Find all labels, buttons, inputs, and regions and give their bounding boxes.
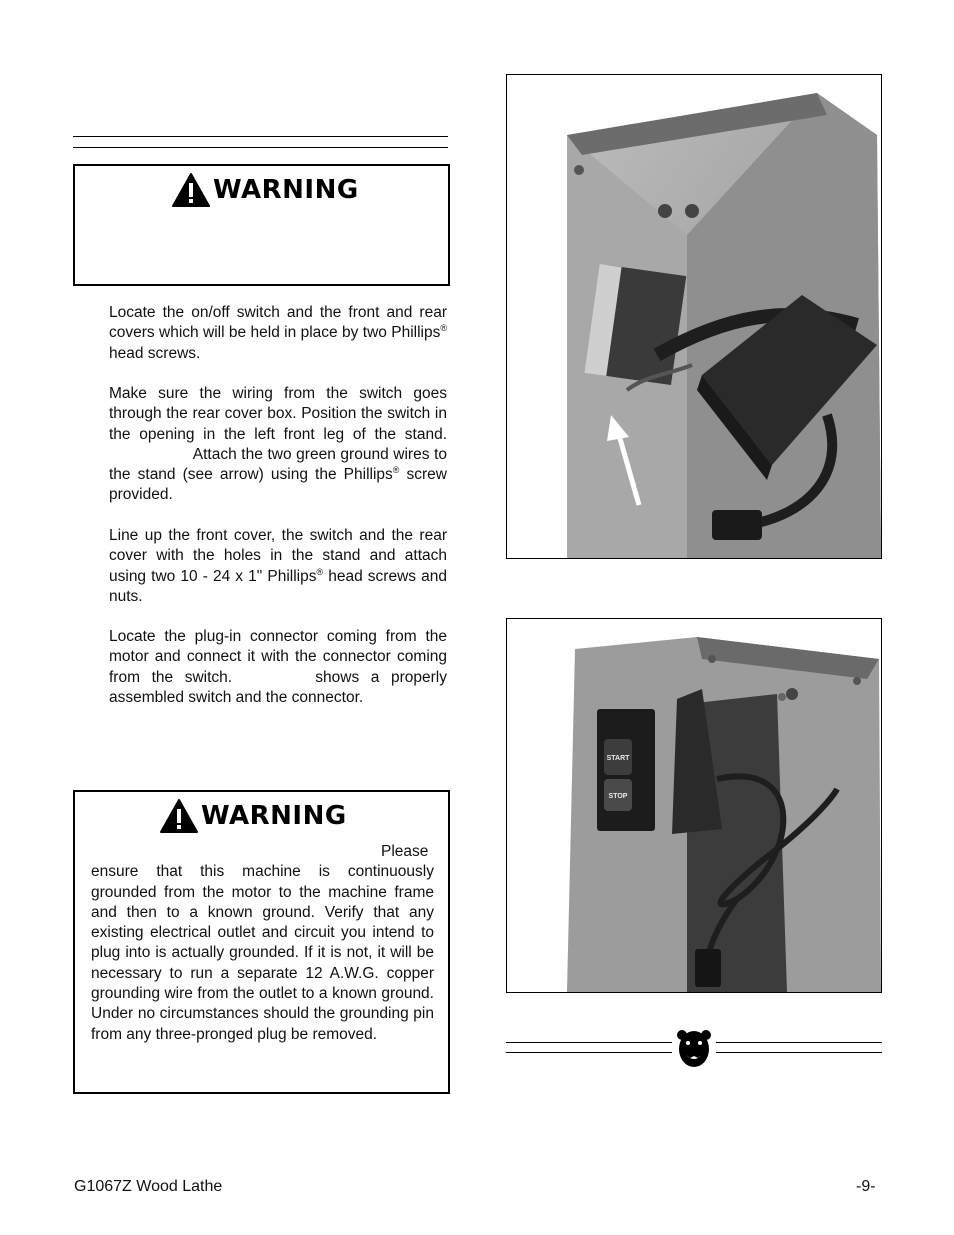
stop-button-label: STOP [608, 793, 628, 800]
figure-assembled-switch-photo [506, 618, 882, 993]
divider-rule-left-1 [506, 1042, 672, 1043]
warning-title-1: WARNING [213, 175, 359, 205]
warning-header-2 [159, 798, 347, 834]
warning-triangle-icon [171, 172, 211, 208]
instruction-step-1: Locate the on/off switch and the front and rear covers which will be held in place by two Phillips® head screws. [109, 304, 447, 362]
warning-box-2 [73, 790, 450, 1094]
warning-box-1 [73, 164, 450, 286]
figure-switch-wiring-photo [506, 74, 882, 559]
divider-rule-right-1 [716, 1042, 882, 1043]
footer-page-number: -9- [856, 1178, 876, 1195]
warning-title-2: WARNING [201, 801, 347, 831]
warning-header-1 [171, 172, 359, 208]
instruction-step-3: Line up the front cover, the switch and the rear cover with the holes in the stand and attach using two 10 - 24 x 1" Phillips® head screws and nuts. [109, 527, 447, 605]
bear-logo-icon [676, 1027, 712, 1069]
top-rule-1 [73, 136, 448, 137]
warning-triangle-icon [159, 798, 199, 834]
warning-text-2: Please ensure that this machine is continuously grounded from the motor to the machine frame and then to a known ground. Verify that any existing electrical outlet and circuit you intend to plug into is actually grounded. If it is not, it will be necessary to run a separate 12 A.W.G. copper grounding wire from the outlet to a known ground. Under no circumstances should the grounding pin from any three-pronged plug be removed. [91, 843, 434, 1043]
divider-rule-left-2 [506, 1052, 672, 1053]
start-button-label: START [606, 755, 630, 762]
section-divider [506, 1042, 882, 1072]
instruction-step-4: Locate the plug-in connector coming from the motor and connect it with the connector coming from the switch. shows a properly assembled switch and the connector. [109, 628, 447, 706]
instruction-step-2: Make sure the wiring from the switch goes through the rear cover box. Position the switch in the opening in the left front leg of the stand. Attach the two green ground wires to the stand (see arrow) using the Phillips® screw provided. [109, 385, 447, 504]
footer-manual-title: G1067Z Wood Lathe [74, 1178, 223, 1195]
top-rule-2 [73, 147, 448, 148]
divider-rule-right-2 [716, 1052, 882, 1053]
